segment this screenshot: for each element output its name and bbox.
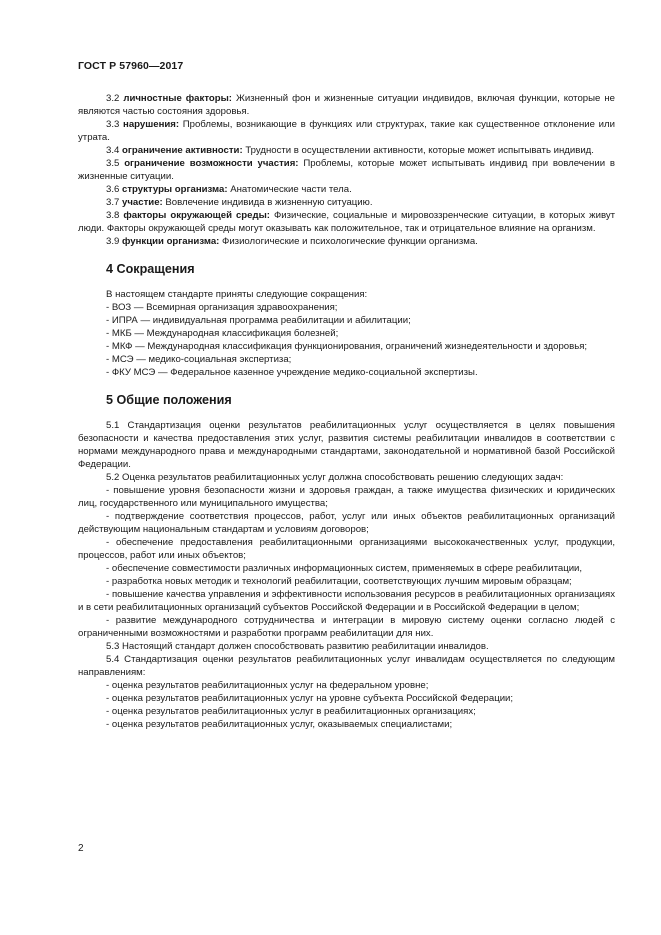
definition-text: Вовлечение индивида в жизненную ситуацию.	[162, 197, 373, 208]
definition-text: Проблемы, возникающие в функциях или структурах, такие как существенное отклонение или утрата.	[78, 119, 616, 143]
definition-item	[78, 118, 615, 144]
definition-text: Физиологические и психологические функции организма.	[219, 236, 478, 247]
definition-term: личностные факторы:	[123, 93, 233, 104]
abbreviations-list	[78, 288, 615, 379]
paragraph-5-4: 5.4 Стандартизация оценки результатов реабилитационных услуг инвалидам осуществляется по следующим направлениям:	[78, 654, 615, 678]
definition-item	[78, 183, 615, 196]
definition-text: Анатомические части тела.	[227, 184, 352, 195]
definition-number: 3.4	[106, 145, 120, 156]
section-heading-abbreviations: 4 Сокращения	[106, 262, 195, 276]
definition-number: 3.5	[106, 158, 120, 169]
definition-term: ограничение возможности участия:	[124, 158, 299, 169]
list-item: - МКБ — Международная классификация болезней;	[106, 328, 339, 339]
definition-number: 3.8	[106, 210, 120, 221]
definition-item	[78, 235, 615, 248]
definition-item	[78, 157, 615, 183]
paragraph-5-2: 5.2 Оценка результатов реабилитационных услуг должна способствовать решению следующих задач:	[106, 472, 564, 483]
definition-term: структуры организма:	[122, 184, 228, 195]
document-header: ГОСТ Р 57960—2017	[78, 60, 184, 72]
list-item: - разработка новых методик и технологий реабилитации, соответствующих лучшим мировым образцам;	[106, 576, 572, 587]
definition-number: 3.9	[106, 236, 120, 247]
definition-text: Трудности в осуществлении активности, которые может испытывать индивид.	[242, 145, 594, 156]
list-item: - МКФ — Международная классификация функционирования, ограничений жизнедеятельности и здоровья;	[106, 341, 588, 352]
abbreviations-intro: В настоящем стандарте приняты следующие сокращения:	[106, 289, 368, 300]
definition-number: 3.3	[106, 119, 120, 130]
definition-text: Физические, социальные и мировоззренческие ситуации, в которых живут люди. Факторы окружающей среды могут оказывать как положительное, так и отрицательное влияние на организм.	[78, 210, 616, 234]
definition-item	[78, 144, 615, 157]
list-item: - ИПРА — индивидуальная программа реабилитации и абилитации;	[106, 315, 411, 326]
definition-item	[78, 92, 615, 118]
list-item: - оценка результатов реабилитационных услуг на федеральном уровне;	[106, 680, 429, 691]
general-provisions	[78, 419, 615, 731]
list-item: - оценка результатов реабилитационных услуг, оказываемых специалистами;	[106, 719, 453, 730]
definition-item	[78, 209, 615, 235]
list-item: - подтверждение соответствия процессов, работ, услуг или иных объектов реабилитационных организаций действующим национальным стандартам и условиям договоров;	[78, 511, 615, 535]
paragraph-5-1: 5.1 Стандартизация оценки результатов реабилитационных услуг осуществляется в целях повышения безопасности и качества предоставления этих услуг, развития системы реабилитации инвалидов в соответствии с нормами международного права и международными стандартами, законодательной и нормативной базой Российской Федерации.	[78, 420, 615, 470]
page-content	[78, 92, 615, 731]
list-item: - повышение качества управления и эффективности использования ресурсов в реабилитационных организациях и в сети реабилитационных организаций субъектов Российской Федерации и в Российской Федерации в целом;	[78, 589, 615, 613]
list-item: - ВОЗ — Всемирная организация здравоохранения;	[106, 302, 338, 313]
definition-number: 3.6	[106, 184, 120, 195]
section-heading-general: 5 Общие положения	[106, 393, 232, 407]
list-item: - МСЭ — медико-социальная экспертиза;	[106, 354, 292, 365]
list-item: - оценка результатов реабилитационных услуг на уровне субъекта Российской Федерации;	[106, 693, 514, 704]
list-item: - обеспечение предоставления реабилитационными организациями высококачественных услуг, продукции, процессов, работ или иных объектов;	[78, 537, 615, 561]
definition-term: факторы окружающей среды:	[123, 210, 270, 221]
definition-item	[78, 196, 615, 209]
definition-term: участие:	[122, 197, 163, 208]
list-item: - обеспечение совместимости различных информационных систем, применяемых в сфере реабилитации,	[106, 563, 583, 574]
list-item: - оценка результатов реабилитационных услуг в реабилитационных организациях;	[106, 706, 476, 717]
definition-number: 3.2	[106, 93, 120, 104]
definition-term: функции организма:	[122, 236, 220, 247]
definition-term: нарушения:	[123, 119, 180, 130]
page-number: 2	[78, 843, 84, 854]
list-item: - повышение уровня безопасности жизни и здоровья граждан, а также имущества физических и юридических лиц, государственного или муниципального имущества;	[78, 485, 615, 509]
paragraph-5-3: 5.3 Настоящий стандарт должен способствовать развитию реабилитации инвалидов.	[106, 641, 489, 652]
list-item: - ФКУ МСЭ — Федеральное казенное учреждение медико-социальной экспертизы.	[106, 367, 478, 378]
definitions-list	[78, 92, 615, 248]
definition-text: Проблемы, которые может испытывать индивид при вовлечении в жизненные ситуации.	[78, 158, 615, 182]
definition-term: ограничение активности:	[122, 145, 243, 156]
definition-text: Жизненный фон и жизненные ситуации индивидов, включая функции, которые не являются частью состояния здоровья.	[78, 93, 615, 117]
list-item: - развитие международного сотрудничества и интеграции в мировую систему оценки согласно людей с ограниченными возможностями и разработки программ реабилитации для них.	[78, 615, 615, 639]
definition-number: 3.7	[106, 197, 120, 208]
